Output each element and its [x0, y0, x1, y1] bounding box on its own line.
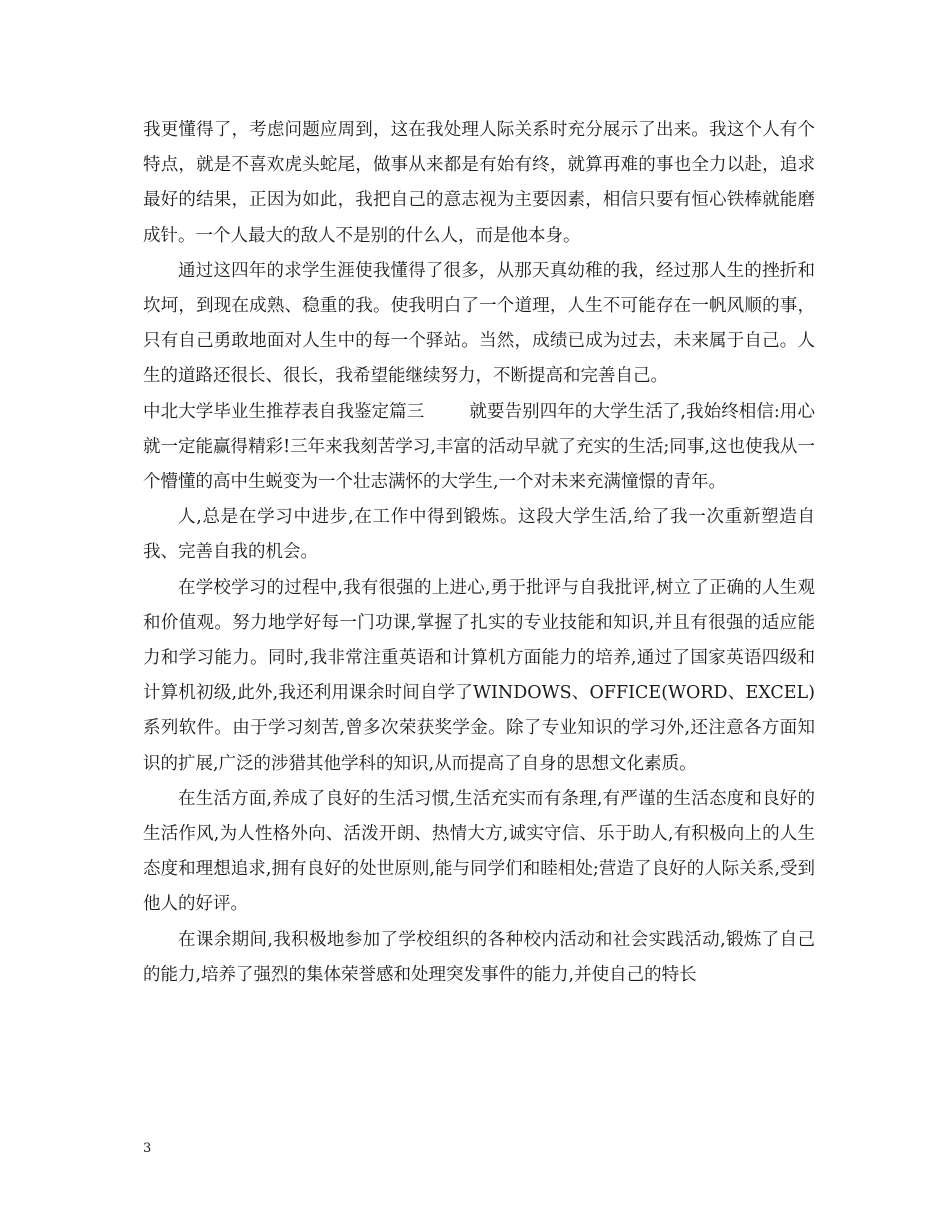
- section-three-paragraph: [143, 395, 815, 501]
- heading-gap: [424, 402, 469, 422]
- page-number: 3: [143, 1141, 152, 1156]
- section-heading: 中北大学毕业生推荐表自我鉴定篇三: [143, 401, 425, 422]
- paragraph-progress: 人,总是在学习中进步,在工作中得到锻炼。这段大学生活,给了我一次重新塑造自我、完善自我的机会。: [143, 507, 815, 563]
- section-three-text: 就要告别四年的大学生活了,我始终相信:用心就一定能赢得精彩!三年来我刻苦学习,丰富的活动早就了充实的生活;同事,这也使我从一个懵懂的高中生蜕变为一个壮志满怀的大学生,一个对未来充满憧憬的青年。: [143, 401, 815, 493]
- document-body: [143, 113, 815, 993]
- paragraph-continued: 我更懂得了，考虑问题应周到，这在我处理人际关系时充分展示了出来。我这个人有个特点，就是不喜欢虎头蛇尾，做事从来都是有始有终，就算再难的事也全力以赴，追求最好的结果，正因为如此，我把自己的意志视为主要因素，相信只要有恒心铁棒就能磨成针。一个人最大的敌人不是别的什么人，而是他本身。: [143, 120, 815, 246]
- paragraph-life: 在生活方面,养成了良好的生活习惯,生活充实而有条理,有严谨的生活态度和良好的生活作风,为人性格外向、活泼开朗、热情大方,诚实守信、乐于助人,有积极向上的人生态度和理想追求,拥有良好的处世原则,能与同学们和睦相处;营造了良好的人际关系,受到他人的好评。: [143, 788, 815, 915]
- paragraph-extracurricular: 在课余期间,我积极地参加了学校组织的各种校内活动和社会实践活动,锻炼了自己的能力,培养了强烈的集体荣誉感和处理突发事件的能力,并使自己的特长: [143, 929, 815, 985]
- paragraph-school-study: 在学校学习的过程中,我有很强的上进心,勇于批评与自我批评,树立了正确的人生观和价值观。努力地学好每一门功课,掌握了扎实的专业技能和知识,并且有很强的适应能力和学习能力。同时,我非常注重英语和计算机方面能力的培养,通过了国家英语四级和计算机初级,此外,我还利用课余时间自学了WINDOWS、OFFICE(WORD、EXCEL)系列软件。由于学习刻苦,曾多次荣获奖学金。除了专业知识的学习外,还注意各方面知识的扩展,广泛的涉猎其他学科的知识,从而提高了自身的思想文化素质。: [143, 577, 815, 774]
- paragraph-study-years: 通过这四年的求学生涯使我懂得了很多，从那天真幼稚的我，经过那人生的挫折和坎坷，到现在成熟、稳重的我。使我明白了一个道理，人生不可能存在一帆风顺的事，只有自己勇敢地面对人生中的每一个驿站。当然，成绩已成为过去，未来属于自己。人生的道路还很长、很长，我希望能继续努力，不断提高和完善自己。: [143, 260, 815, 387]
